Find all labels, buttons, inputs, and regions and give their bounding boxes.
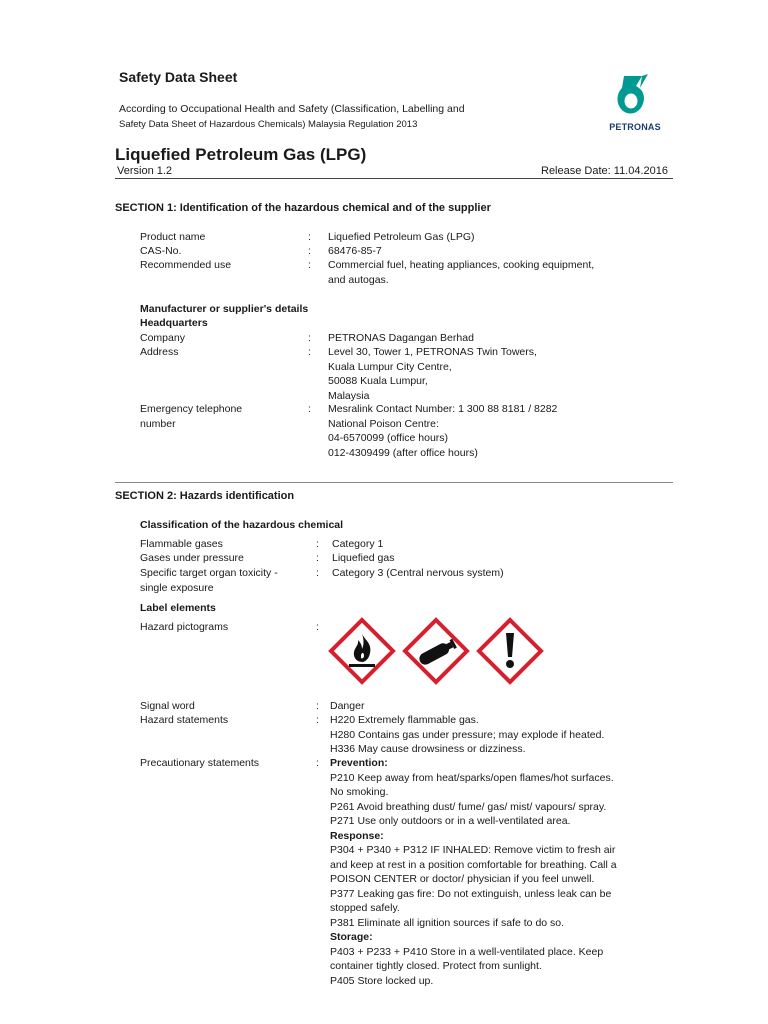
field-label: [140, 402, 308, 431]
field-label: Hazard pictograms: [140, 621, 229, 633]
label-elements-heading: Label elements: [140, 602, 216, 614]
flame-icon: [328, 617, 396, 685]
gas-cylinder-icon: [402, 617, 470, 685]
text-line: H280 Contains gas under pressure; may explode if heated.: [330, 728, 605, 741]
field-value: Danger: [330, 700, 365, 712]
exclamation-icon: [476, 617, 544, 685]
text-line: POISON CENTER or doctor/ physician if you feel unwell.: [330, 873, 595, 885]
section-1-heading: SECTION 1: Identification of the hazardous chemical and of the supplier: [115, 202, 491, 214]
classification-heading: Classification of the hazardous chemical: [140, 519, 344, 531]
field-value: Liquefied Petroleum Gas (LPG): [328, 231, 475, 243]
response-heading: Response:: [330, 829, 384, 842]
manufacturer-heading: Manufacturer or supplier's details: [140, 303, 309, 315]
field-label: Hazard statements: [140, 714, 229, 726]
text-line: and autogas.: [328, 273, 389, 286]
text-line: H336 May cause drowsiness or dizziness.: [330, 743, 526, 755]
regulation-line-2: Safety Data Sheet of Hazardous Chemicals) Malaysia Regulation 2013: [119, 119, 418, 130]
field-value: Category 3 (Central nervous system): [332, 567, 504, 579]
field-value: [328, 402, 670, 460]
field-value: Liquefied gas: [332, 552, 395, 564]
logo-wordmark: PETRONAS: [609, 122, 661, 132]
text-line: P304 + P340 + P312 IF INHALED: Remove victim to fresh air: [330, 844, 616, 856]
colon: :: [316, 700, 319, 712]
version-label: Version 1.2: [117, 165, 173, 177]
text-line: P210 Keep away from heat/sparks/open flames/hot surfaces.: [330, 771, 614, 784]
section-2-heading: SECTION 2: Hazards identification: [115, 490, 295, 502]
prevention-heading: Prevention:: [330, 757, 388, 769]
field-value: [330, 713, 672, 757]
colon: :: [308, 332, 311, 344]
colon: :: [308, 403, 311, 415]
text-line: and keep at rest in a position comfortable for breathing. Call a: [330, 858, 617, 871]
text-line: Mesralink Contact Number: 1 300 88 8181 / 8282: [328, 403, 558, 415]
field-label: Recommended use: [140, 259, 232, 271]
release-date: Release Date: 11.04.2016: [541, 165, 668, 177]
field-label: Flammable gases: [140, 538, 223, 550]
headquarters-heading: Headquarters: [140, 317, 208, 329]
text-line: container tightly closed. Protect from sunlight.: [330, 960, 542, 972]
document-type-title: Safety Data Sheet: [119, 69, 238, 85]
field-label: Gases under pressure: [140, 552, 244, 564]
text-line: P403 + P233 + P410 Store in a well-ventilated place. Keep: [330, 945, 604, 958]
section-divider: [115, 482, 673, 483]
colon: :: [316, 538, 319, 550]
colon: :: [316, 714, 319, 726]
field-value: PETRONAS Dagangan Berhad: [328, 332, 474, 344]
colon: :: [308, 245, 311, 257]
header-divider: [115, 178, 673, 179]
text-line: P271 Use only outdoors or in a well-ventilated area.: [330, 815, 571, 827]
field-label: [140, 566, 308, 595]
colon: :: [308, 346, 311, 358]
text-line: 012-4309499 (after office hours): [328, 446, 478, 459]
text-line: 04-6570099 (office hours): [328, 432, 449, 444]
colon: :: [316, 567, 319, 579]
hazard-pictograms: [328, 617, 548, 685]
petronas-logo: [602, 72, 670, 134]
text-line: Specific target organ toxicity -: [140, 567, 278, 579]
regulation-line-1: According to Occupational Health and Safety (Classification, Labelling and: [119, 103, 465, 115]
text-line: P377 Leaking gas fire: Do not extinguish, unless leak can be: [330, 887, 612, 900]
text-line: stopped safely.: [330, 902, 400, 914]
field-label: Precautionary statements: [140, 757, 260, 769]
petronas-logo-icon: [602, 72, 668, 122]
text-line: Commercial fuel, heating appliances, cooking equipment,: [328, 259, 595, 271]
field-label: Address: [140, 346, 179, 358]
text-line: H220 Extremely flammable gas.: [330, 714, 479, 726]
field-label: Signal word: [140, 700, 195, 712]
text-line: Kuala Lumpur City Centre,: [328, 360, 452, 373]
field-label: Company: [140, 332, 185, 344]
field-value: Category 1: [332, 538, 384, 550]
field-label: Product name: [140, 231, 206, 243]
colon: :: [316, 621, 319, 633]
text-line: No smoking.: [330, 786, 389, 798]
text-line: number: [140, 417, 176, 430]
text-line: P261 Avoid breathing dust/ fume/ gas/ mist/ vapours/ spray.: [330, 800, 607, 813]
field-label: CAS-No.: [140, 245, 182, 257]
text-line: National Poison Centre:: [328, 417, 439, 430]
text-line: P381 Eliminate all ignition sources if safe to do so.: [330, 916, 565, 929]
field-value: [328, 345, 670, 403]
storage-heading: Storage:: [330, 931, 373, 943]
colon: :: [308, 259, 311, 271]
text-line: 50088 Kuala Lumpur,: [328, 375, 428, 387]
text-line: P405 Store locked up.: [330, 974, 434, 987]
colon: :: [308, 231, 311, 243]
product-title: Liquefied Petroleum Gas (LPG): [115, 145, 367, 164]
text-line: Malaysia: [328, 389, 370, 402]
field-value: [328, 258, 670, 287]
text-line: Emergency telephone: [140, 403, 243, 415]
colon: :: [316, 552, 319, 564]
colon: :: [316, 757, 319, 769]
text-line: single exposure: [140, 581, 214, 594]
field-value: [330, 756, 672, 988]
field-value: 68476-85-7: [328, 245, 382, 257]
text-line: Level 30, Tower 1, PETRONAS Twin Towers,: [328, 346, 537, 358]
